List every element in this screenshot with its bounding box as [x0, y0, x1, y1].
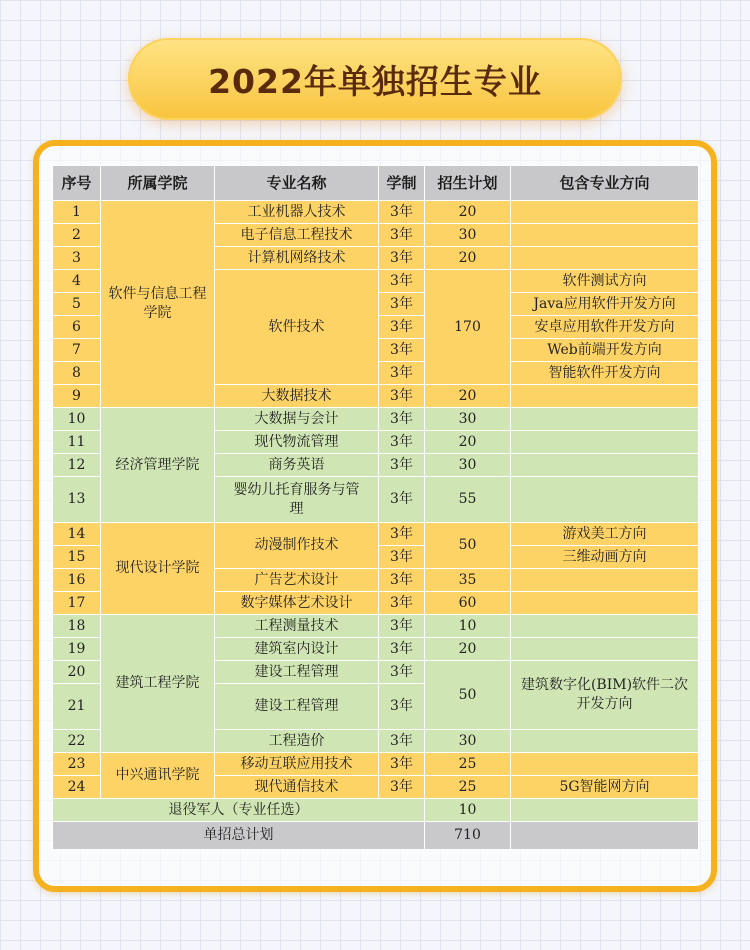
years-cell: 3年 — [379, 224, 425, 247]
row-no: 4 — [53, 270, 101, 293]
years-cell: 3年 — [379, 638, 425, 661]
years-cell: 3年 — [379, 546, 425, 569]
enrollment-table — [52, 165, 699, 850]
table-row — [53, 615, 699, 638]
plan-cell: 20 — [425, 385, 511, 408]
plan-cell: 30 — [425, 224, 511, 247]
title-banner — [128, 38, 622, 120]
plan-cell: 10 — [425, 615, 511, 638]
direction-cell — [511, 201, 699, 224]
row-no: 3 — [53, 247, 101, 270]
direction-cell — [511, 247, 699, 270]
direction-cell — [511, 592, 699, 615]
major-cell: 工程测量技术 — [215, 615, 379, 638]
plan-cell: 25 — [425, 753, 511, 776]
direction-cell — [511, 569, 699, 592]
direction-cell — [511, 753, 699, 776]
row-no: 8 — [53, 362, 101, 385]
plan-cell: 30 — [425, 454, 511, 477]
plan-cell: 50 — [425, 661, 511, 730]
direction-cell: 游戏美工方向 — [511, 523, 699, 546]
row-no: 13 — [53, 477, 101, 523]
veterans-direction — [511, 799, 699, 822]
college-cell: 软件与信息工程学院 — [101, 201, 215, 408]
major-cell: 计算机网络技术 — [215, 247, 379, 270]
years-cell: 3年 — [379, 385, 425, 408]
row-no: 7 — [53, 339, 101, 362]
major-cell: 数字媒体艺术设计 — [215, 592, 379, 615]
row-no: 15 — [53, 546, 101, 569]
direction-cell — [511, 224, 699, 247]
row-no: 11 — [53, 431, 101, 454]
years-cell: 3年 — [379, 730, 425, 753]
total-label: 单招总计划 — [53, 822, 425, 850]
row-no: 22 — [53, 730, 101, 753]
plan-cell: 50 — [425, 523, 511, 569]
direction-cell: 三维动画方向 — [511, 546, 699, 569]
direction-cell — [511, 477, 699, 523]
plan-cell: 30 — [425, 408, 511, 431]
major-cell: 大数据与会计 — [215, 408, 379, 431]
years-cell: 3年 — [379, 776, 425, 799]
row-no: 1 — [53, 201, 101, 224]
college-cell: 经济管理学院 — [101, 408, 215, 523]
plan-cell: 35 — [425, 569, 511, 592]
years-cell: 3年 — [379, 270, 425, 293]
major-cell: 工业机器人技术 — [215, 201, 379, 224]
table-row — [53, 753, 699, 776]
years-cell: 3年 — [379, 362, 425, 385]
row-no: 21 — [53, 684, 101, 730]
direction-cell: 软件测试方向 — [511, 270, 699, 293]
row-no: 18 — [53, 615, 101, 638]
row-no: 10 — [53, 408, 101, 431]
major-cell: 婴幼儿托育服务与管理 — [215, 477, 379, 523]
major-cell: 软件技术 — [215, 270, 379, 385]
major-cell: 现代物流管理 — [215, 431, 379, 454]
years-cell: 3年 — [379, 753, 425, 776]
direction-cell: 5G智能网方向 — [511, 776, 699, 799]
direction-cell: 建筑数字化(BIM)软件二次开发方向 — [511, 661, 699, 730]
direction-cell — [511, 431, 699, 454]
row-no: 2 — [53, 224, 101, 247]
direction-cell — [511, 385, 699, 408]
years-cell: 3年 — [379, 615, 425, 638]
total-plan: 710 — [425, 822, 511, 850]
plan-cell: 20 — [425, 638, 511, 661]
years-cell: 3年 — [379, 247, 425, 270]
college-cell: 建筑工程学院 — [101, 615, 215, 753]
page-title: 2022年单独招生专业 — [208, 61, 542, 101]
major-cell: 现代通信技术 — [215, 776, 379, 799]
plan-cell: 55 — [425, 477, 511, 523]
direction-cell: 安卓应用软件开发方向 — [511, 316, 699, 339]
header-direction: 包含专业方向 — [511, 166, 699, 201]
major-cell: 建设工程管理 — [215, 684, 379, 730]
table-row — [53, 408, 699, 431]
row-no: 14 — [53, 523, 101, 546]
years-cell: 3年 — [379, 523, 425, 546]
major-cell: 工程造价 — [215, 730, 379, 753]
years-cell: 3年 — [379, 592, 425, 615]
row-no: 9 — [53, 385, 101, 408]
direction-cell: 智能软件开发方向 — [511, 362, 699, 385]
major-cell: 广告艺术设计 — [215, 569, 379, 592]
major-cell: 建筑室内设计 — [215, 638, 379, 661]
major-cell: 建设工程管理 — [215, 661, 379, 684]
row-no: 23 — [53, 753, 101, 776]
veterans-label: 退役军人（专业任选） — [53, 799, 425, 822]
plan-cell: 170 — [425, 270, 511, 385]
years-cell: 3年 — [379, 408, 425, 431]
college-cell: 中兴通讯学院 — [101, 753, 215, 799]
major-cell: 动漫制作技术 — [215, 523, 379, 569]
years-cell: 3年 — [379, 661, 425, 684]
row-no: 20 — [53, 661, 101, 684]
years-cell: 3年 — [379, 454, 425, 477]
major-cell: 大数据技术 — [215, 385, 379, 408]
direction-cell — [511, 730, 699, 753]
direction-cell — [511, 638, 699, 661]
college-cell: 现代设计学院 — [101, 523, 215, 615]
direction-cell: Java应用软件开发方向 — [511, 293, 699, 316]
header-no: 序号 — [53, 166, 101, 201]
veterans-row — [53, 799, 699, 822]
header-college: 所属学院 — [101, 166, 215, 201]
years-cell: 3年 — [379, 477, 425, 523]
years-cell: 3年 — [379, 316, 425, 339]
total-direction — [511, 822, 699, 850]
years-cell: 3年 — [379, 569, 425, 592]
years-cell: 3年 — [379, 684, 425, 730]
header-plan: 招生计划 — [425, 166, 511, 201]
row-no: 17 — [53, 592, 101, 615]
row-no: 6 — [53, 316, 101, 339]
veterans-plan: 10 — [425, 799, 511, 822]
plan-cell: 20 — [425, 247, 511, 270]
direction-cell — [511, 408, 699, 431]
row-no: 5 — [53, 293, 101, 316]
table-row — [53, 201, 699, 224]
table-header-row — [53, 166, 699, 201]
direction-cell — [511, 454, 699, 477]
table-row — [53, 523, 699, 546]
row-no: 16 — [53, 569, 101, 592]
years-cell: 3年 — [379, 293, 425, 316]
plan-cell: 20 — [425, 201, 511, 224]
years-cell: 3年 — [379, 431, 425, 454]
header-years: 学制 — [379, 166, 425, 201]
plan-cell: 30 — [425, 730, 511, 753]
major-cell: 电子信息工程技术 — [215, 224, 379, 247]
major-cell: 移动互联应用技术 — [215, 753, 379, 776]
major-cell: 商务英语 — [215, 454, 379, 477]
total-row — [53, 822, 699, 850]
years-cell: 3年 — [379, 339, 425, 362]
row-no: 19 — [53, 638, 101, 661]
direction-cell — [511, 615, 699, 638]
direction-cell: Web前端开发方向 — [511, 339, 699, 362]
header-major: 专业名称 — [215, 166, 379, 201]
row-no: 24 — [53, 776, 101, 799]
row-no: 12 — [53, 454, 101, 477]
years-cell: 3年 — [379, 201, 425, 224]
plan-cell: 60 — [425, 592, 511, 615]
plan-cell: 25 — [425, 776, 511, 799]
plan-cell: 20 — [425, 431, 511, 454]
